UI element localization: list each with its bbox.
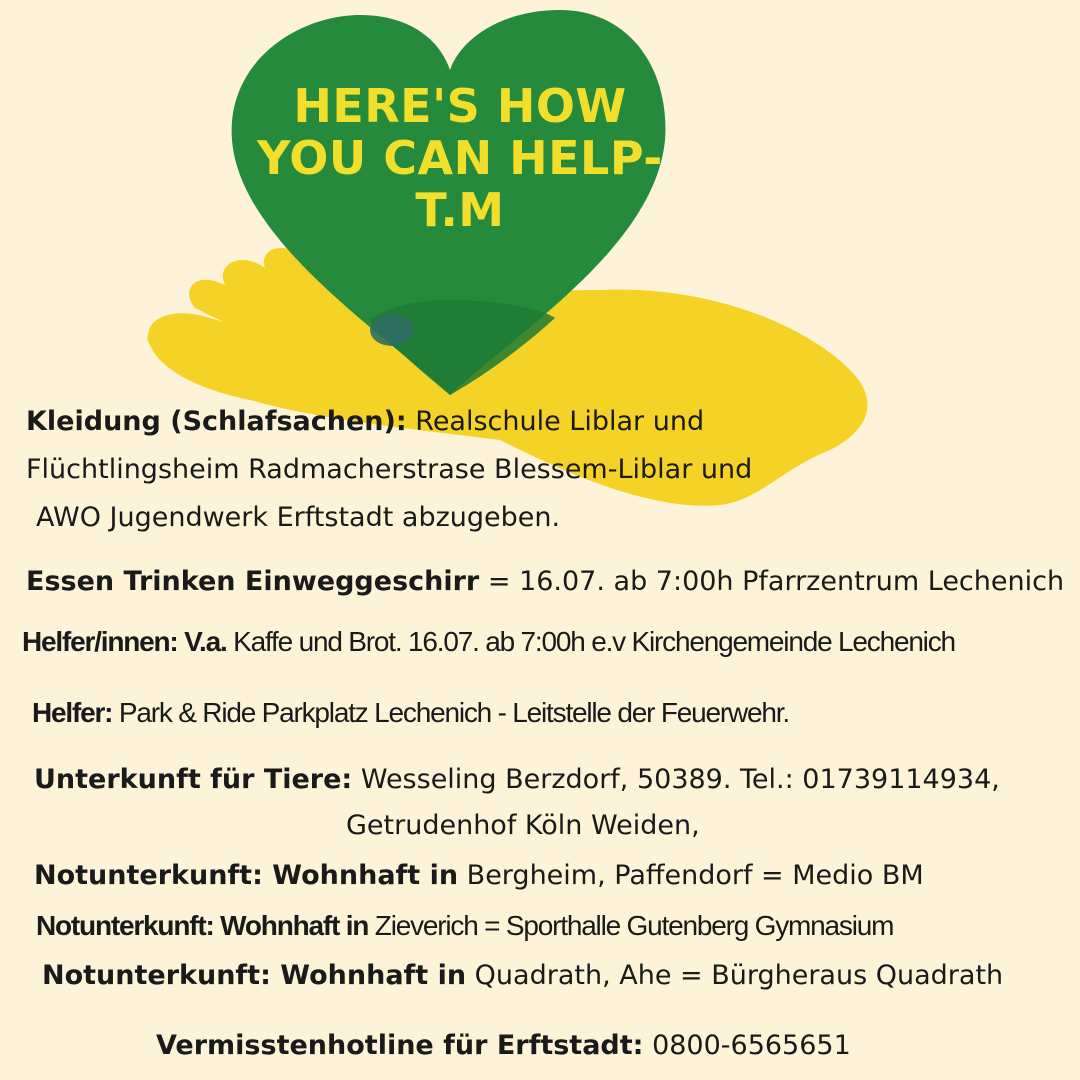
headline-line-3: T.M [415, 183, 505, 237]
hotline-line [156, 1030, 851, 1061]
kleidung-value-1: Realschule Liblar und [415, 406, 705, 437]
kleidung-line-3 [36, 502, 560, 533]
tiere-value-2: Getrudenhof Köln Weiden, [346, 810, 700, 841]
headline-line-1: HERE'S HOW [293, 79, 627, 133]
helfer-innen-value: Kaffe und Brot. 16.07. ab 7:00h e.v Kirchengemeinde Lechenich [233, 626, 955, 657]
notunterkunft-label-1: Notunterkunft: Wohnhaft in [34, 860, 459, 891]
notunterkunft-value-2: Zieverich = Sporthalle Gutenberg Gymnasium [374, 910, 894, 941]
notunterkunft-label-2: Notunterkunft: Wohnhaft in [36, 910, 369, 941]
kleidung-line-1 [26, 406, 704, 437]
tiere-line-2 [346, 810, 700, 841]
essen-label: Essen Trinken Einweggeschirr [26, 566, 480, 597]
notunterkunft-value-1: Bergheim, Paffendorf = Medio BM [466, 860, 924, 891]
helfer-line [32, 697, 789, 729]
essen-value: = 16.07. ab 7:00h Pfarrzentrum Lechenich [487, 566, 1065, 597]
notunterkunft-label-3: Notunterkunft: Wohnhaft in [42, 960, 467, 991]
notunterkunft-line-2 [36, 910, 893, 942]
helfer-value: Park & Ride Parkplatz Lechenich - Leitstelle der Feuerwehr. [118, 697, 789, 728]
notunterkunft-value-3: Quadrath, Ahe = Bürgheraus Quadrath [474, 960, 1004, 991]
helfer-label: Helfer: [32, 697, 113, 728]
essen-line [26, 566, 1064, 597]
tiere-line-1 [34, 764, 1000, 795]
kleidung-value-3: AWO Jugendwerk Erftstadt abzugeben. [36, 502, 561, 533]
helfer-innen-label: Helfer/innen: V.a. [22, 626, 227, 657]
tiere-value-1: Wesseling Berzdorf, 50389. Tel.: 01739114934, [360, 764, 1000, 795]
headline-line-2: YOU CAN HELP- [257, 131, 663, 185]
kleidung-label: Kleidung (Schlafsachen): [26, 406, 407, 437]
hotline-value: 0800-6565651 [652, 1030, 851, 1061]
kleidung-line-2 [26, 454, 752, 485]
kleidung-value-2: Flüchtlingsheim Radmacherstrase Blessem-Liblar und [26, 454, 753, 485]
helfer-innen-line [22, 626, 955, 658]
hotline-label: Vermisstenhotline für Erftstadt: [156, 1030, 644, 1061]
notunterkunft-line-1 [34, 860, 924, 891]
headline [250, 80, 670, 236]
notunterkunft-line-3 [42, 960, 1003, 991]
tiere-label: Unterkunft für Tiere: [34, 764, 353, 795]
